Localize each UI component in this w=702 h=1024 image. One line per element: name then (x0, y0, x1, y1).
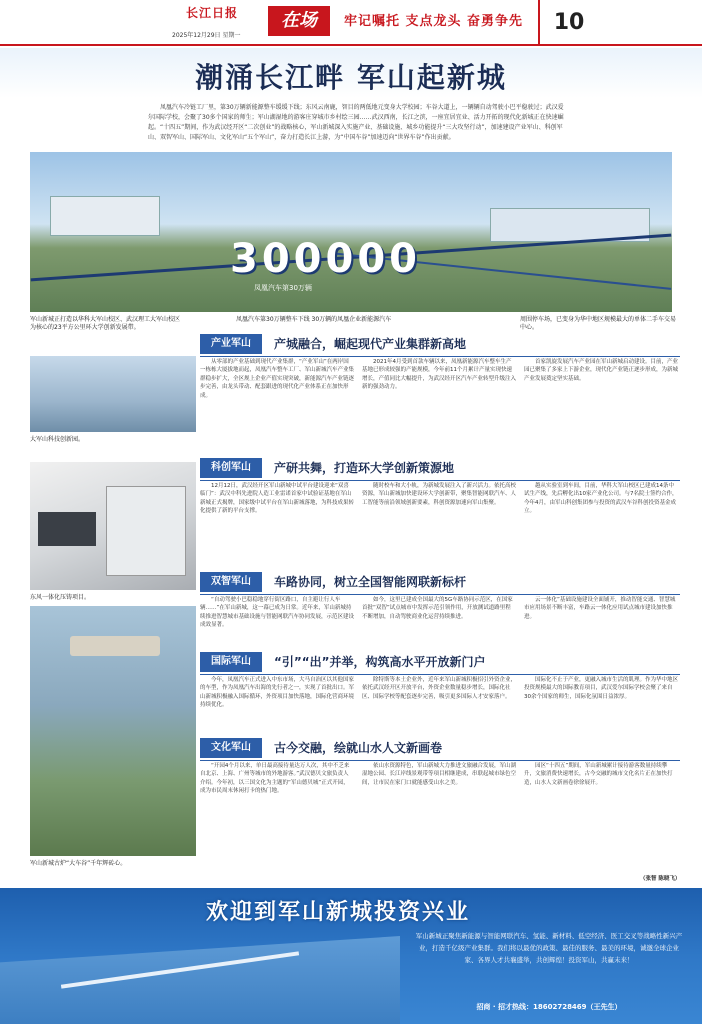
culture-column-3: 园区“十四五”期间，军山新城累计接待游客数量持续攀升，文旅消费快速增长，古今交融的城市文化名片正在加快打造，山水人文新画卷徐徐展开。 (524, 763, 673, 786)
international-column-2: 除特斯等本土企业外，近年来军山新城积极招引外资企业，依托武汉经开区开放平台，外资企业数量稳步增长，国际化社区、国际学校等配套逐步完善，吸引更多国际人才安家落户。 (362, 677, 516, 700)
ad-text: 军山新城正聚焦新能源与智能网联汽车、氢能、新材料、低空经济、医工交叉等战略性新兴产业，打造千亿级产业集群。我们将以最优的政策、最佳的服务、最美的环境，诚邀全球企业家、各界人才共襄盛举，共创辉煌！投资军山，共赢未来！ (415, 932, 683, 964)
innovation-column-2: 随时校车和大小轨，为新城发展注入了新兴活力。依托高校资源，军山新城加快建设环大学创新带，聚集智能网联汽车、人工智能等前沿领域创新要素，科创资源加速向军山集聚。 (362, 483, 516, 506)
hero-caption-left: 军山新城正打造以华科大军山校区、武汉理工大军山校区为核心的23平方公里环大学创新发展带。 (30, 316, 181, 331)
international-photo (30, 606, 196, 856)
section-rule (200, 760, 680, 761)
masthead (0, 0, 702, 46)
campus-building (50, 196, 160, 236)
section-title: 车路协同，树立全国智能网联新标杆 (274, 575, 467, 589)
hero-photo (30, 152, 672, 312)
section-label: 产业军山 (200, 334, 262, 354)
innovation-photo (30, 462, 196, 590)
hero-caption-right: 周围停车场，已变身为华中地区规模最大的单体二手车交易中心。 (520, 316, 677, 331)
section-title: “引”“出”并举，构筑高水平开放新门户 (274, 655, 486, 669)
industry-photo-caption: 大军山科技创新园。 (30, 436, 85, 443)
newspaper-name: 长江日报 (186, 6, 239, 20)
machine-block (38, 512, 96, 546)
industry-column-1: 从零部的产业基础到现代产业集群，“产业军山”在两岸国一栋栋大厦拔地而起，凤凰汽车整车工厂、军山新城汽车产业集群稳步扩大，全区规上企业产值实现突破，新能源汽车产业链逐步完善，由龙头带动、配套跟进的现代化产业体系正在加快形成。 (200, 359, 354, 399)
press-machine (106, 486, 186, 576)
section-header-industry (200, 334, 680, 354)
section-label: 科创军山 (200, 458, 262, 478)
section-rule (200, 594, 680, 595)
page-title: 潮涌长江畔 军山起新城 (195, 61, 507, 94)
issue-date: 2025年12月29日 星期一 (172, 32, 241, 39)
section-label: 国际军山 (200, 652, 262, 672)
culture-photo-caption: 军山新城古炉“大车谷”千年辉砖心。 (30, 860, 127, 867)
section-title: 古今交融，绘就山水人文新画卷 (274, 741, 443, 755)
section-title: 产研共舞，打造环大学创新策源地 (274, 461, 455, 475)
ad-city-skyline (0, 936, 400, 1024)
section-label: 双智军山 (200, 572, 262, 592)
article-byline: （张智 陈晓飞） (640, 876, 681, 882)
section-header-innovation (200, 458, 680, 478)
ad-title: 欢迎到军山新城投资兴业 (206, 900, 471, 925)
section-header-culture (200, 738, 680, 758)
industry-column-2: 2021年4月受到首款车辆以来，凤凰新能源汽车整车生产基地已形成较强的产能规模，今年前11个月累计产量实现快速增长，产值同比大幅提升，为武汉经开区汽车产业转型升级注入新的强劲动力。 (362, 359, 516, 391)
culture-column-2: 依山水资源特色，军山新城大力推进文旅融合发展，军山湖湿地公园、长江岸线景观带等项目相继建成，串联起城市绿色空间，让市民在家门口就能感受山水之美。 (362, 763, 516, 786)
vehicle-counter: 300000 (230, 236, 421, 282)
international-column-3: 国际化不止于产业，更融入城市生活的肌理。作为华中地区投资规模最大的国际教育项目，武汉爱尔国际学校会聚了来自30余个国家的师生，国际化氛围日益浓厚。 (524, 677, 678, 700)
page-number: 10 (538, 0, 598, 46)
section-label: 文化军山 (200, 738, 262, 758)
section-title: 产城融合，崛起现代产业集群新高地 (274, 337, 467, 351)
ancient-kiln (70, 636, 160, 656)
intro-paragraph: 凤凰汽车冷链工厂里，第30万辆新能源整车缓缓下线；东风云南鹿，智目的两低地元变身大学校园；车谷大道上，一辆辆自动驾驶小巴平稳驶过；武汉爱尔国际学校，会聚了30多个国家的师生；军山湖湿地的游客庄穿城市乡村绘三园……武汉西南，长江之滨，一座宜居宜业、活力开拓的现代化新城正在快速崛起。“十四五”期间，作为武汉经开区“二次创业”的战略核心，军山新城深入实施产业、基础设施、城乡功能提升“三大攻坚行动”，加速建设产业军山、科创军山、双智军山、国际军山、文化军山“五个军山”，奋力打造长江上游，为“中国车谷”加速迈向“世界车谷”作出贡献。 (148, 104, 564, 141)
page-section-tag: 在场 (268, 6, 330, 36)
counter-tagline: 凤凰汽车第30万辆 (254, 284, 312, 292)
innovation-column-1: 12月12日，武汉经开区军山新城中试平台建设迎来“双喜临门”：武汉中科先进院人造工业雷诺首家中试验证基地在军山新城正式揭牌，国家级中试平台在军山新城落地，为科技成果转化提供了新的平台支撑。 (200, 483, 354, 515)
section-rule (200, 674, 680, 675)
innovation-photo-caption: 东风一体化压铸项目。 (30, 594, 91, 601)
industry-column-3: 首家凯旋发展汽车产业园在军山新城启动建设。目前，产业园已聚集了多家上下游企业，现代化产业链正逐步形成，为新城产业发展奠定坚实基础。 (524, 359, 678, 382)
hero-caption-center: 凤凰汽车第30万辆整车下线 30万辆的凤凰企业新能源汽车 (236, 316, 392, 323)
international-column-1: 今年，凤凰汽车正式进入中东市场，大马自治区以其他国家的车型，作为凤凰汽车出海的先行者之一，实现了首批出口。军山新城积极融入国际循环，外资项目加快落地，国际化营商环境持续优化。 (200, 677, 354, 709)
section-rule (200, 356, 680, 357)
page-slogan: 牢记嘱托 支点龙头 奋勇争先 (344, 14, 524, 29)
culture-column-1: “开园4个月以来，单日最高接待量达万人次，其中不乏来自北京、上海、广州等城市的外地游客。”武汉德贝文旅负责人介绍。今年初，以三国文化为主题的“军山德贝城”正式开园，成为市民周末休闲打卡的热门地。 (200, 763, 350, 795)
ad-contact: 招商 · 招才热线：18602728469（王先生） (476, 1003, 622, 1011)
section-rule (200, 480, 680, 481)
section-header-international (200, 652, 680, 672)
smart-column-1: “自动驾驶小巴稳稳地穿行街区路口，自主避让行人车辆……”在军山新城，这一幕已成为日常。近年来，军山新城持续推进智慧城市基础设施与智能网联汽车协同发展，示范区建设成效显著。 (200, 597, 354, 629)
section-header-smart (200, 572, 680, 592)
smart-column-2: 如今，这里已建成全国最大的5G车路协同示范区，在国家首批“双智”试点城市中发挥示范引领作用，开放测试道路里程不断增加，自动驾驶商业化运营持续推进。 (362, 597, 513, 620)
innovation-column-3: 越从实验室到车间，目前，华科大军山校区已建成14条中试生产线，先后孵化出10家产业化公司。与7名院士签约合作，今年4月，由军山科创集团参与投资的武汉车谷科创投资基金成立。 (524, 483, 678, 515)
industry-photo (30, 356, 196, 432)
smart-column-3: 云一体化”基础设施建设全面铺开，推动智能交通、智慧城市应用场景不断丰富，车路云一体化应用试点城市建设加快推进。 (524, 597, 676, 620)
